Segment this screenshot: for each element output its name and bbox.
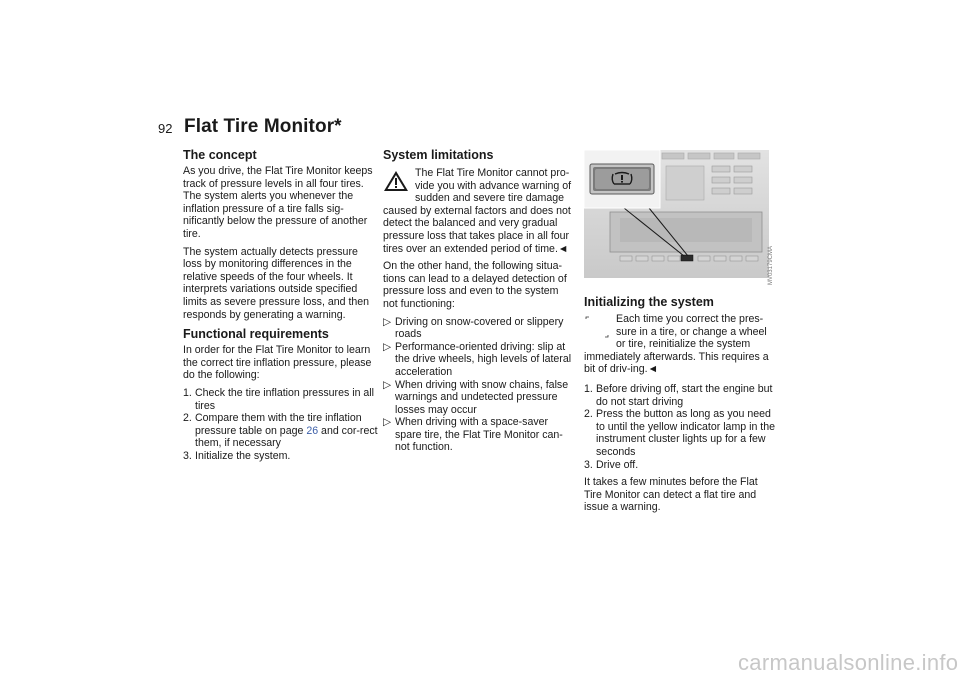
dashboard-photo bbox=[584, 150, 774, 286]
page-title: Flat Tire Monitor* bbox=[184, 116, 342, 137]
list-item bbox=[584, 383, 776, 408]
list-item bbox=[183, 387, 379, 412]
step-number: 3. bbox=[183, 449, 192, 462]
bullet-marker: ▷ bbox=[383, 315, 392, 328]
page-link[interactable]: 26 bbox=[306, 424, 319, 437]
concept-paragraph-2: The system actually detects pressure loss by monitoring differences in the relative speeds of the four wheels. It interprets variations outside specified limits as severe pressure loss, and then responds by generating a warning. bbox=[183, 245, 370, 321]
note-text: Each time you correct the pres-sure in a tire, or change a wheel or tire, reinitialize the system immediately afterwards. This requires a bit of driv-ing. bbox=[584, 313, 769, 376]
list-item bbox=[183, 450, 379, 463]
list-item bbox=[383, 316, 575, 341]
note-marker-icon bbox=[584, 315, 610, 339]
step-text: Press the button as long as you need to until the yellow indicator lamp in the instrument cluster lights up for a few seconds bbox=[596, 408, 776, 458]
list-item bbox=[183, 412, 379, 450]
initializing-heading: Initializing the system bbox=[584, 295, 714, 309]
step-text: Before driving off, start the engine but do not start driving bbox=[596, 382, 773, 408]
end-marker: ◄ bbox=[647, 363, 659, 376]
list-item bbox=[383, 379, 575, 417]
limitations-paragraph: On the other hand, the following situa-tions can lead to a delayed detection of pressure loss and even to the system not functioning: bbox=[383, 260, 567, 310]
list-item bbox=[383, 416, 575, 454]
column-left bbox=[183, 148, 379, 467]
step-text: Initialize the system. bbox=[195, 449, 291, 462]
step-number: 2. bbox=[183, 412, 192, 425]
initializing-steps bbox=[584, 383, 776, 471]
limitations-heading: System limitations bbox=[383, 148, 494, 162]
step-number: 2. bbox=[584, 408, 593, 421]
warning-text: The Flat Tire Monitor cannot pro-vide you with advance warning of sudden and severe tire damage caused by external factors and does not detect the balanced and very gradual pressure loss that takes place in all four tires over an extended period of time. bbox=[383, 167, 572, 255]
concept-paragraph-1: As you drive, the Flat Tire Monitor keeps track of pressure levels in all four tires. The system alerts you whenever the inflation pressure of a tire falls sig-nificantly below the pressure of another tire. bbox=[183, 165, 373, 240]
column-right bbox=[584, 295, 776, 519]
requirements-heading: Functional requirements bbox=[183, 327, 329, 342]
step-text-after: and cor-rect them, if necessary bbox=[195, 424, 378, 450]
list-item bbox=[383, 341, 575, 379]
step-number: 1. bbox=[584, 382, 593, 395]
info-note bbox=[584, 313, 776, 376]
warning-triangle-icon bbox=[383, 169, 409, 193]
bullet-marker: ▷ bbox=[383, 378, 392, 391]
bullet-text: When driving with snow chains, false warnings and undetected pressure losses may occur bbox=[395, 378, 569, 416]
bullet-text: When driving with a space-saver spare tire, the Flat Tire Monitor can-not function. bbox=[395, 416, 563, 454]
column-middle bbox=[383, 148, 575, 454]
step-text-before: Compare them with the tire inflation pressure table on page bbox=[195, 412, 362, 437]
requirements-intro: In order for the Flat Tire Monitor to learn the correct tire inflation pressure, please do the following: bbox=[183, 344, 372, 382]
page-number: 92 bbox=[158, 121, 173, 136]
bullet-marker: ▷ bbox=[383, 340, 392, 353]
list-item bbox=[584, 408, 776, 458]
step-number: 1. bbox=[183, 386, 192, 399]
concept-heading: The concept bbox=[183, 148, 257, 162]
step-text: Drive off. bbox=[596, 458, 639, 471]
bullet-text: Driving on snow-covered or slippery roads bbox=[395, 315, 564, 341]
initializing-closing: It takes a few minutes before the Flat Tire Monitor can detect a flat tire and issue a warning. bbox=[584, 476, 758, 514]
warning-note bbox=[383, 167, 575, 255]
requirements-steps bbox=[183, 387, 379, 463]
end-marker: ◄ bbox=[557, 242, 569, 255]
figure-code: MV03179CMA bbox=[768, 246, 774, 286]
list-item bbox=[584, 459, 776, 472]
watermark-text: carmanualsonline.info bbox=[738, 650, 959, 675]
step-number: 3. bbox=[584, 458, 593, 471]
bullet-text: Performance-oriented driving: slip at the drive wheels, high levels of lateral acceleration bbox=[395, 340, 572, 378]
bullet-marker: ▷ bbox=[383, 416, 392, 429]
limitations-bullets bbox=[383, 316, 575, 455]
step-text: Check the tire inflation pressures in all tires bbox=[195, 386, 375, 412]
dashboard-illustration bbox=[584, 150, 769, 278]
